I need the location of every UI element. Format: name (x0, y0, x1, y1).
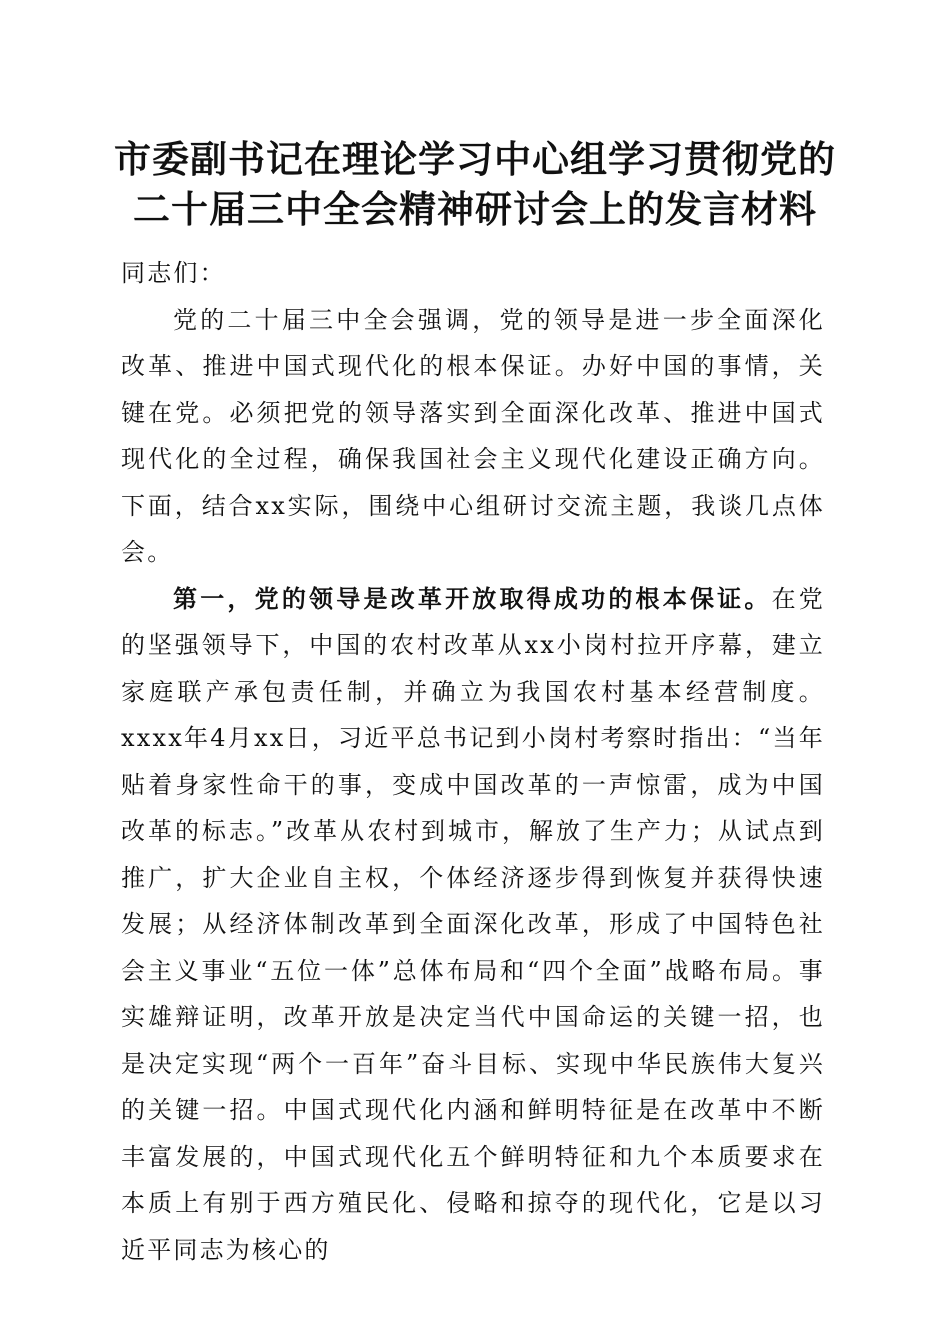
paragraph-first-point (121, 576, 825, 1274)
paragraph-lead-sentence: 第一，党的领导是改革开放取得成功的根本保证。 (173, 583, 772, 613)
document-body (121, 250, 825, 1273)
document-title: 市委副书记在理论学习中心组学习贯彻党的二十届三中全会精神研讨会上的发言材料 (114, 137, 836, 231)
paragraph-body-text: 在党的坚强领导下，中国的农村改革从xx小岗村拉开序幕，建立家庭联产承包责任制，并确立为我国农村基本经营制度。xxxx年4月xx日，习近平总书记到小岗村考察时指出：“当年贴着身家性命干的事，变成中国改革的一声惊雷，成为中国改革的标志。”改革从农村到城市，解放了生产力；从试点到推广，扩大企业自主权，个体经济逐步得到恢复并获得快速发展；从经济体制改革到全面深化改革，形成了中国特色社会主义事业“五位一体”总体布局和“四个全面”战略布局。事实雄辩证明，改革开放是决定当代中国命运的关键一招，也是决定实现“两个一百年”奋斗目标、实现中华民族伟大复兴的关键一招。中国式现代化内涵和鲜明特征是在改革中不断丰富发展的，中国式现代化五个鲜明特征和九个本质要求在本质上有别于西方殖民化、侵略和掠夺的现代化，它是以习近平同志为核心的 (121, 584, 825, 1264)
salutation: 同志们： (121, 259, 226, 287)
paragraph-intro: 党的二十届三中全会强调，党的领导是进一步全面深化改革、推进中国式现代化的根本保证。办好中国的事情，关键在党。必须把党的领导落实到全面深化改革、推进中国式现代化的全过程，确保我国社会主义现代化建设正确方向。下面，结合xx实际，围绕中心组研讨交流主题，我谈几点体会。 (121, 305, 825, 566)
